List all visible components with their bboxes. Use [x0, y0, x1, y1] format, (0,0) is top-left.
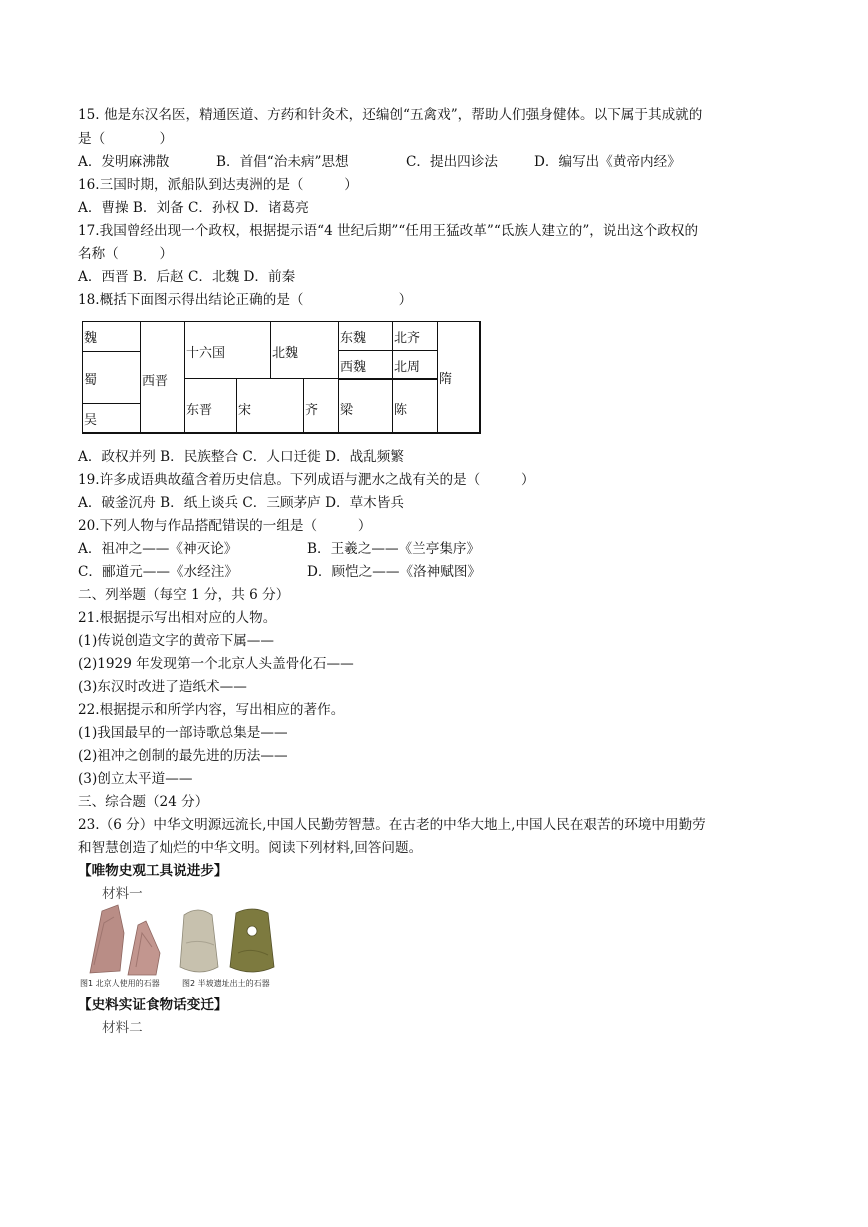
- q22-part1: (1)我国最早的一部诗歌总集是——: [78, 725, 288, 741]
- q20-options-row2: [78, 561, 481, 583]
- cell-beizhou: 北周: [392, 350, 438, 380]
- cell-chen: 陈: [392, 378, 438, 434]
- cell-shiliuguo: 十六国: [184, 321, 271, 379]
- cell-wu: 吴: [82, 403, 141, 434]
- cell-qi: 齐: [303, 378, 339, 434]
- q20-options-row1: [78, 538, 480, 560]
- stone-tools-image: [80, 903, 290, 978]
- q20-option-a: A．祖冲之——《神灭论》: [78, 541, 238, 557]
- q21-part2: (2)1929 年发现第一个北京人头盖骨化石——: [78, 656, 354, 672]
- q21-part1: (1)传说创造文字的黄帝下属——: [78, 633, 274, 649]
- cell-shu: 蜀: [82, 351, 141, 404]
- q22-stem: 22.根据提示和所学内容，写出相应的著作。: [78, 702, 345, 718]
- cell-beiwei: 北魏: [270, 321, 339, 379]
- q15-option-b: B．首倡“治未病”思想: [216, 154, 349, 170]
- cell-dongjin: 东晋: [184, 378, 237, 434]
- q15-options: [78, 151, 681, 173]
- section-3-heading: 三、综合题（24 分）: [78, 794, 209, 810]
- cell-beiqi: 北齐: [392, 321, 438, 351]
- q22-part2: (2)祖冲之创制的最先进的历法——: [78, 748, 288, 764]
- q17-stem-cont: 名称（ ）: [78, 246, 174, 262]
- stone-tools-figure: [80, 903, 290, 991]
- q21-part3: (3)东汉时改进了造纸术——: [78, 679, 247, 695]
- q18-options: A．政权并列 B．民族整合 C．人口迁徙 D．战乱频繁: [78, 449, 404, 465]
- cell-song: 宋: [236, 378, 304, 434]
- figure-1-caption: 图1 北京人使用的石器: [80, 979, 160, 988]
- material-1-label: 材料一: [102, 886, 143, 902]
- material-2-label: 材料二: [102, 1020, 143, 1036]
- q17-options: A．西晋 B．后赵 C．北魏 D．前秦: [78, 269, 296, 285]
- q22-part3: (3)创立太平道——: [78, 771, 193, 787]
- q15-stem-cont: 是（ ）: [78, 131, 174, 147]
- q20-stem: 20.下列人物与作品搭配错误的一组是（ ）: [78, 518, 372, 534]
- q16-stem: 16.三国时期，派船队到达夷洲的是（ ）: [78, 177, 358, 193]
- cell-sui: 隋: [437, 321, 481, 434]
- q23-stem-cont: 和智慧创造了灿烂的中华文明。阅读下列材料,回答问题。: [78, 840, 423, 856]
- q23-heading-2: 【史料实证食物话变迁】: [78, 997, 228, 1013]
- dynasty-table: [82, 321, 480, 433]
- q19-stem: 19.许多成语典故蕴含着历史信息。下列成语与淝水之战有关的是（ ）: [78, 472, 535, 488]
- cell-wei: 魏: [82, 321, 141, 352]
- q20-option-b: B．王羲之——《兰亭集序》: [307, 541, 481, 557]
- q20-option-c: C．郦道元——《水经注》: [78, 564, 238, 580]
- q20-option-d: D．顾恺之——《洛神赋图》: [307, 564, 482, 580]
- section-2-heading: 二、列举题（每空 1 分，共 6 分）: [78, 587, 290, 603]
- q15-option-d: D．编写出《黄帝内经》: [534, 154, 681, 170]
- q23-stem: 23.（6 分）中华文明源远流长,中国人民勤劳智慧。在古老的中华大地上,中国人民在艰苦的环境中用勤劳: [78, 817, 706, 833]
- cell-xiwei: 西魏: [338, 350, 393, 380]
- cell-dongwei: 东魏: [338, 321, 393, 351]
- q16-options: A．曹操 B．刘备 C．孙权 D．诸葛亮: [78, 200, 309, 216]
- q17-stem: 17.我国曾经出现一个政权，根据提示语“4 世纪后期”“任用王猛改革”“氐族人建立的”，说出这个政权的: [78, 223, 699, 239]
- figure-2-caption: 图2 半坡遗址出土的石器: [182, 979, 270, 988]
- q15-option-a: A．发明麻沸散: [78, 154, 170, 170]
- q15-stem: 15. 他是东汉名医，精通医道、方药和针灸术，还编创“五禽戏”，帮助人们强身健体。以下属于其成就的: [78, 107, 703, 123]
- q15-option-c: C．提出四诊法: [406, 154, 498, 170]
- q19-options: A．破釜沉舟 B．纸上谈兵 C．三顾茅庐 D．草木皆兵: [78, 495, 404, 511]
- cell-xijin: 西晋: [140, 321, 185, 434]
- q18-stem: 18.概括下面图示得出结论正确的是（ ）: [78, 292, 413, 308]
- q23-heading-1: 【唯物史观工具说进步】: [78, 863, 228, 879]
- q21-stem: 21.根据提示写出相对应的人物。: [78, 610, 277, 626]
- cell-liang: 梁: [338, 378, 393, 434]
